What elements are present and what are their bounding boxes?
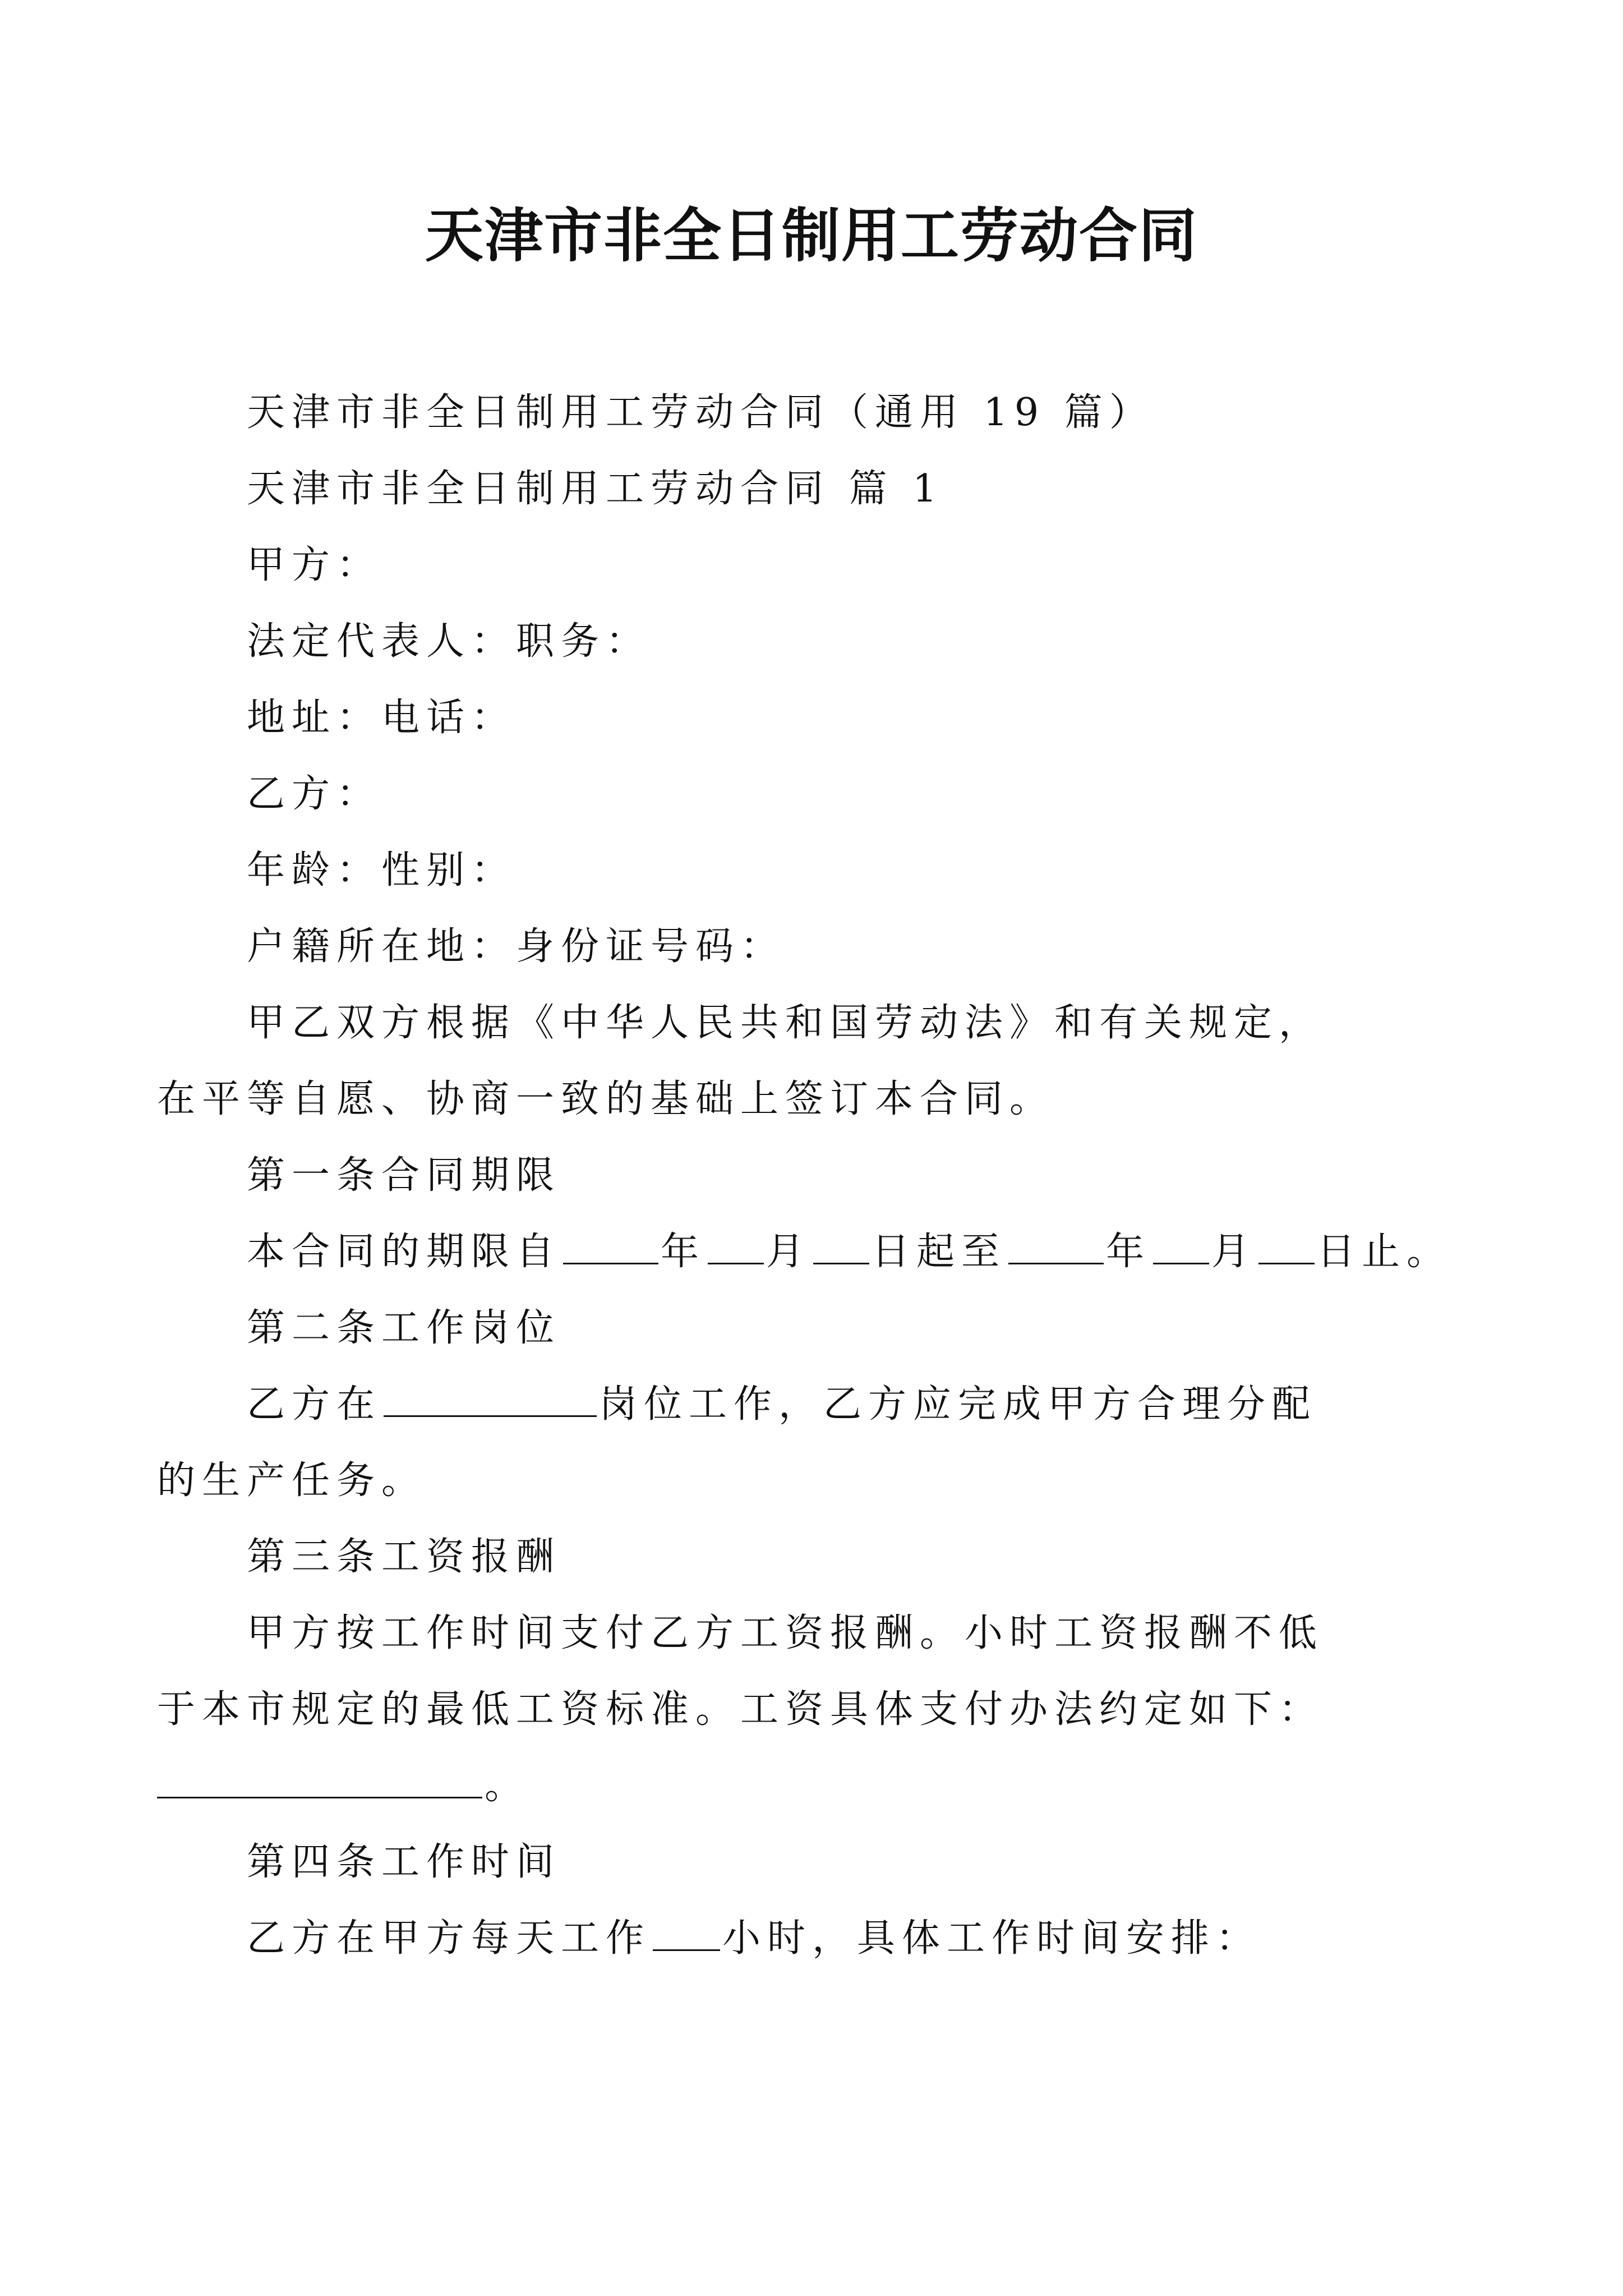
section-heading: 天津市非全日制用工劳动合同 篇 1 — [247, 467, 944, 511]
end-year-blank — [1008, 1263, 1104, 1264]
start-day-blank — [813, 1263, 869, 1264]
article-3-line-3 — [157, 1748, 1396, 1824]
document-body — [157, 375, 1452, 1977]
article-3-title: 第三条工资报酬 — [247, 1535, 561, 1579]
article-1-seg-2: 年 — [661, 1230, 706, 1274]
article-1-text — [247, 1214, 1452, 1290]
article-2-text — [247, 1366, 1396, 1443]
preamble-line-2: 在平等自愿、协商一致的基础上签订本合同。 — [157, 1077, 1055, 1121]
article-2-seg-2: 岗位工作，乙方应完成甲方合理分配 — [599, 1382, 1317, 1427]
end-month-blank — [1153, 1263, 1209, 1264]
article-1-seg-3: 月 — [766, 1230, 811, 1274]
article-4-title: 第四条工作时间 — [247, 1840, 561, 1884]
end-day-blank — [1258, 1263, 1315, 1264]
age-gender-line: 年龄：性别： — [247, 848, 517, 892]
article-1-title: 第一条合同期限 — [247, 1153, 561, 1198]
hours-blank — [653, 1949, 720, 1951]
article-4-seg-1: 乙方在甲方每天工作 — [247, 1916, 651, 1961]
article-1-seg-4: 日起至 — [872, 1230, 1007, 1274]
household-line: 户籍所在地：身份证号码： — [247, 924, 786, 969]
article-1-seg-7: 日止。 — [1317, 1230, 1452, 1274]
document-title: 天津市非全日制用工劳动合同 — [425, 201, 1198, 270]
start-month-blank — [708, 1263, 764, 1264]
article-3-line-3-end: 。 — [485, 1764, 530, 1808]
article-4-text — [247, 1901, 1396, 1977]
document-subtitle: 天津市非全日制用工劳动合同（通用 19 篇） — [247, 390, 1154, 435]
article-1-seg-6: 月 — [1211, 1230, 1257, 1274]
article-1-seg-5: 年 — [1106, 1230, 1151, 1274]
article-2-line-2: 的生产任务。 — [157, 1458, 427, 1503]
article-3-line-2: 于本市规定的最低工资标准。工资具体支付办法约定如下： — [157, 1687, 1324, 1732]
article-4-seg-2: 小时，具体工作时间安排： — [722, 1916, 1261, 1961]
article-2-title: 第二条工作岗位 — [247, 1306, 561, 1350]
article-2-seg-1: 乙方在 — [247, 1382, 382, 1427]
party-b-line: 乙方： — [247, 772, 382, 816]
start-year-blank — [563, 1263, 658, 1264]
post-blank — [384, 1415, 597, 1417]
article-1-seg-1: 本合同的期限自 — [247, 1230, 561, 1274]
legal-rep-line: 法定代表人：职务： — [247, 619, 651, 664]
address-line: 地址：电话： — [247, 696, 517, 740]
payment-method-blank — [157, 1797, 482, 1798]
article-3-line-1: 甲方按工作时间支付乙方工资报酬。小时工资报酬不低 — [247, 1611, 1324, 1655]
preamble-line-1: 甲乙双方根据《中华人民共和国劳动法》和有关规定， — [247, 1001, 1324, 1045]
party-a-line: 甲方： — [247, 543, 382, 587]
